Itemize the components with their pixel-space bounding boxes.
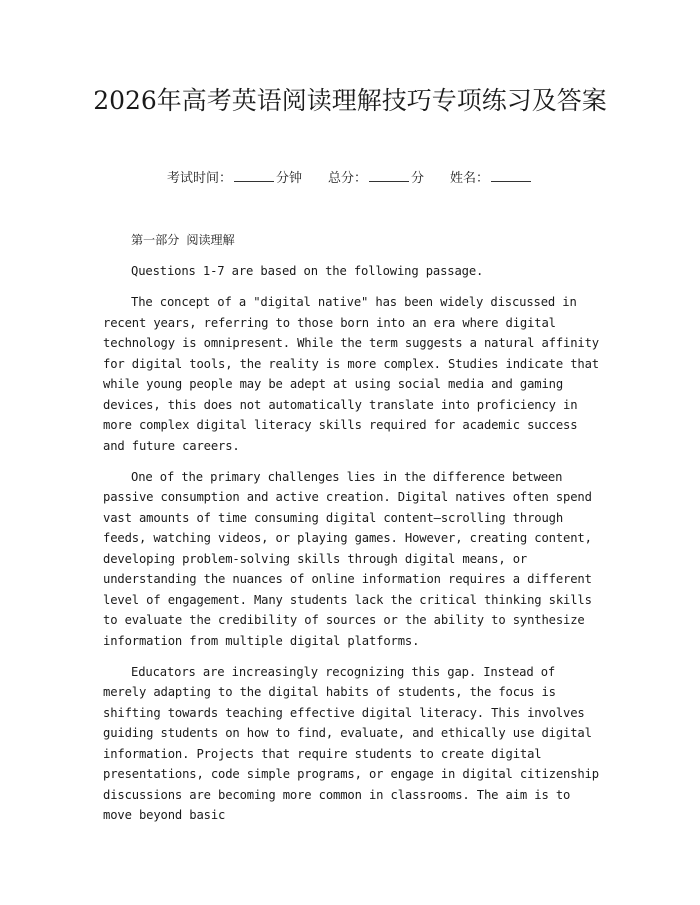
name-label: 姓名： bbox=[450, 171, 490, 186]
section-title: 第一部分 阅读理解 bbox=[131, 233, 235, 247]
document-body bbox=[103, 230, 605, 836]
score-label: 总分： bbox=[327, 171, 367, 186]
name-blank bbox=[491, 168, 531, 182]
passage-paragraph: One of the primary challenges lies in the difference between passive consumption and active creation. Digital natives often spend vast amounts of time consuming digital content—scrolling through feeds, watching videos, or playing games. However, creating content, developing problem-solving skills through digital means, or understanding the nuances of online information requires a different level of engagement. Many students lack the critical thinking skills to evaluate the credibility of sources or the ability to synthesize information from multiple digital platforms. bbox=[103, 469, 592, 648]
time-label: 考试时间： bbox=[166, 171, 232, 186]
passage-paragraph: Educators are increasingly recognizing this gap. Instead of merely adapting to the digital habits of students, the focus is shifting towards teaching effective digital literacy. This involves guiding students on how to find, evaluate, and ethically use digital information. Projects that require students to create digital presentations, code simple programs, or engage in digital citizenship discussions are becoming more common in classrooms. The aim is to move beyond basic bbox=[103, 664, 599, 822]
exam-info-line bbox=[0, 168, 700, 189]
score-blank bbox=[369, 168, 409, 182]
document-title: 2026年高考英语阅读理解技巧专项练习及答案 bbox=[93, 86, 607, 115]
time-blank bbox=[234, 168, 274, 182]
score-unit: 分 bbox=[411, 171, 425, 186]
passage-paragraph: The concept of a "digital native" has been widely discussed in recent years, referring to those born into an era where digital technology is omnipresent. While the term suggests a natural affinity for digital tools, the reality is more complex. Studies indicate that while young people may be adept at using social media and gaming devices, this does not automatically translate into proficiency in more complex digital literacy skills required for academic success and future careers. bbox=[103, 295, 599, 453]
questions-intro: Questions 1-7 are based on the following passage. bbox=[131, 264, 484, 278]
time-unit: 分钟 bbox=[275, 171, 302, 186]
